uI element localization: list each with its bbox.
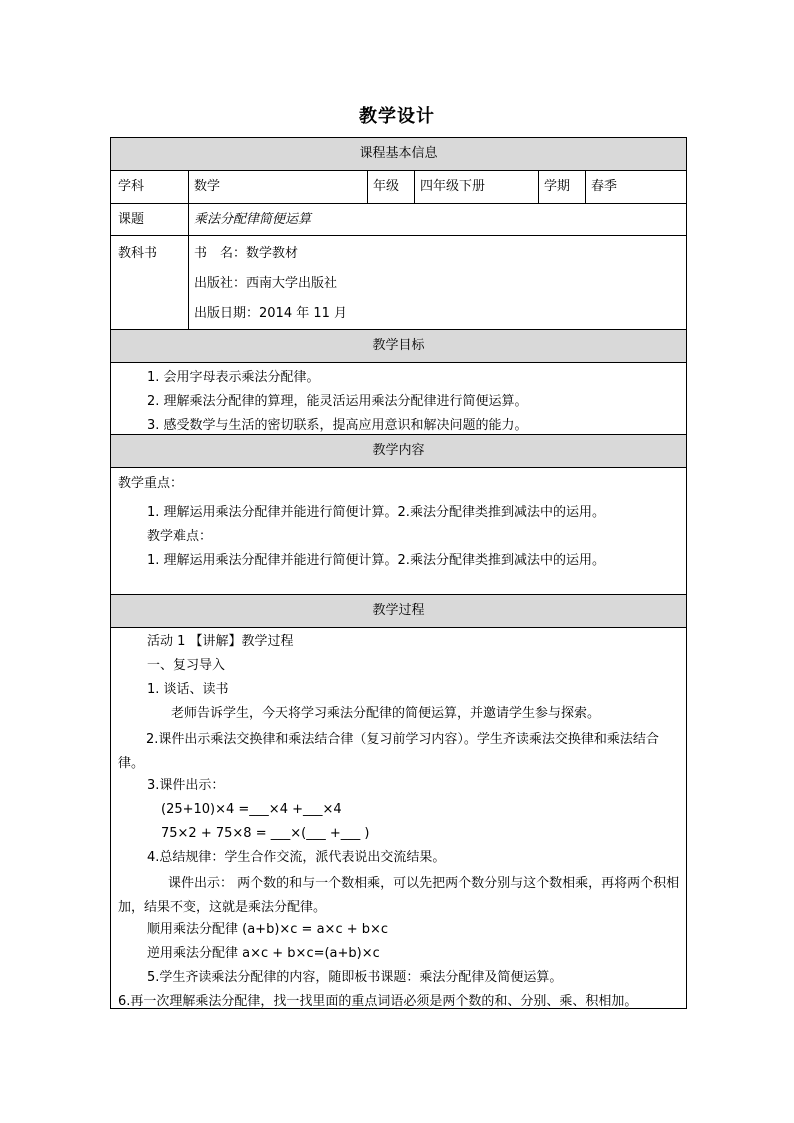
difficult-points-text: 1. 理解运用乘法分配律并能进行简便计算。2.乘法分配律类推到减法中的运用。 — [147, 553, 605, 568]
key-points-label: 教学重点： — [118, 476, 184, 491]
process-step-detail: 老师告诉学生，今天将学习乘法分配律的简便运算，并邀请学生参与探索。 — [171, 706, 601, 721]
column-divider — [414, 170, 415, 204]
textbook-publish-date: 出版日期：2014 年 11 月 — [194, 306, 348, 321]
textbook-name: 书 名：数学教材 — [194, 246, 299, 261]
section-content: 教学内容 — [111, 435, 686, 468]
process-step: 6.再一次理解乘法分配律，找一找里面的重点词语必须是两个数的和、分别、乘、积相加。 — [118, 994, 638, 1009]
subject-label: 学科 — [118, 179, 145, 194]
section-basic-info: 课程基本信息 — [111, 138, 686, 171]
review-heading: 一、复习导入 — [147, 658, 226, 673]
courseware-text: 课件出示： 两个数的和与一个数相乘，可以先把两个数分别与这个数相乘，再将两个积相加，结果不变，这就是乘法分配律。 — [118, 876, 680, 915]
column-divider — [538, 170, 539, 204]
term-label: 学期 — [544, 179, 571, 194]
objective-item: 3. 感受数学与生活的密切联系，提高应用意识和解决问题的能力。 — [147, 418, 528, 433]
process-step: 4.总结规律：学生合作交流，派代表说出交流结果。 — [147, 850, 446, 865]
column-divider — [367, 170, 368, 204]
textbook-label: 教科书 — [118, 246, 158, 261]
row-divider — [111, 203, 686, 204]
page-title: 教学设计 — [359, 106, 435, 127]
process-step: 1. 谈话、读书 — [147, 682, 229, 697]
key-points-text: 1. 理解运用乘法分配律并能进行简便计算。2.乘法分配律类推到减法中的运用。 — [147, 505, 605, 520]
objective-item: 1. 会用字母表示乘法分配律。 — [147, 370, 320, 385]
topic-label: 课题 — [118, 212, 145, 227]
formula: (25+10)×4 =___×4 +___×4 — [161, 802, 342, 817]
objective-item: 2. 理解乘法分配律的算理，能灵活运用乘法分配律进行简便运算。 — [147, 394, 528, 409]
process-step: 3.课件出示： — [147, 778, 225, 793]
process-step: 5.学生齐读乘法分配律的内容，随即板书课题：乘法分配律及简便运算。 — [147, 970, 563, 985]
column-divider — [585, 170, 586, 204]
formula: 顺用乘法分配律 (a+b)×c = a×c + b×c — [147, 922, 389, 937]
grade-value: 四年级下册 — [420, 179, 486, 194]
section-process: 教学过程 — [111, 595, 686, 628]
process-step: 2.课件出示乘法交换律和乘法结合律（复习前学习内容）。学生齐读乘法交换律和乘法结合律。 — [118, 732, 659, 771]
difficult-points-label: 教学难点： — [147, 529, 213, 544]
subject-value: 数学 — [194, 179, 221, 194]
grade-label: 年级 — [373, 179, 400, 194]
term-value: 春季 — [591, 179, 618, 194]
formula: 逆用乘法分配律 a×c + b×c=(a+b)×c — [147, 946, 380, 961]
column-divider — [188, 170, 189, 329]
topic-value: 乘法分配律简便运算 — [194, 212, 312, 227]
section-objectives: 教学目标 — [111, 330, 686, 363]
lesson-plan-table — [110, 137, 687, 1009]
activity-heading: 活动 1 【讲解】教学过程 — [147, 634, 294, 649]
row-divider — [111, 235, 686, 236]
formula: 75×2 + 75×8 = ___×(___ +___ ) — [161, 826, 370, 841]
textbook-publisher: 出版社：西南大学出版社 — [194, 276, 338, 291]
